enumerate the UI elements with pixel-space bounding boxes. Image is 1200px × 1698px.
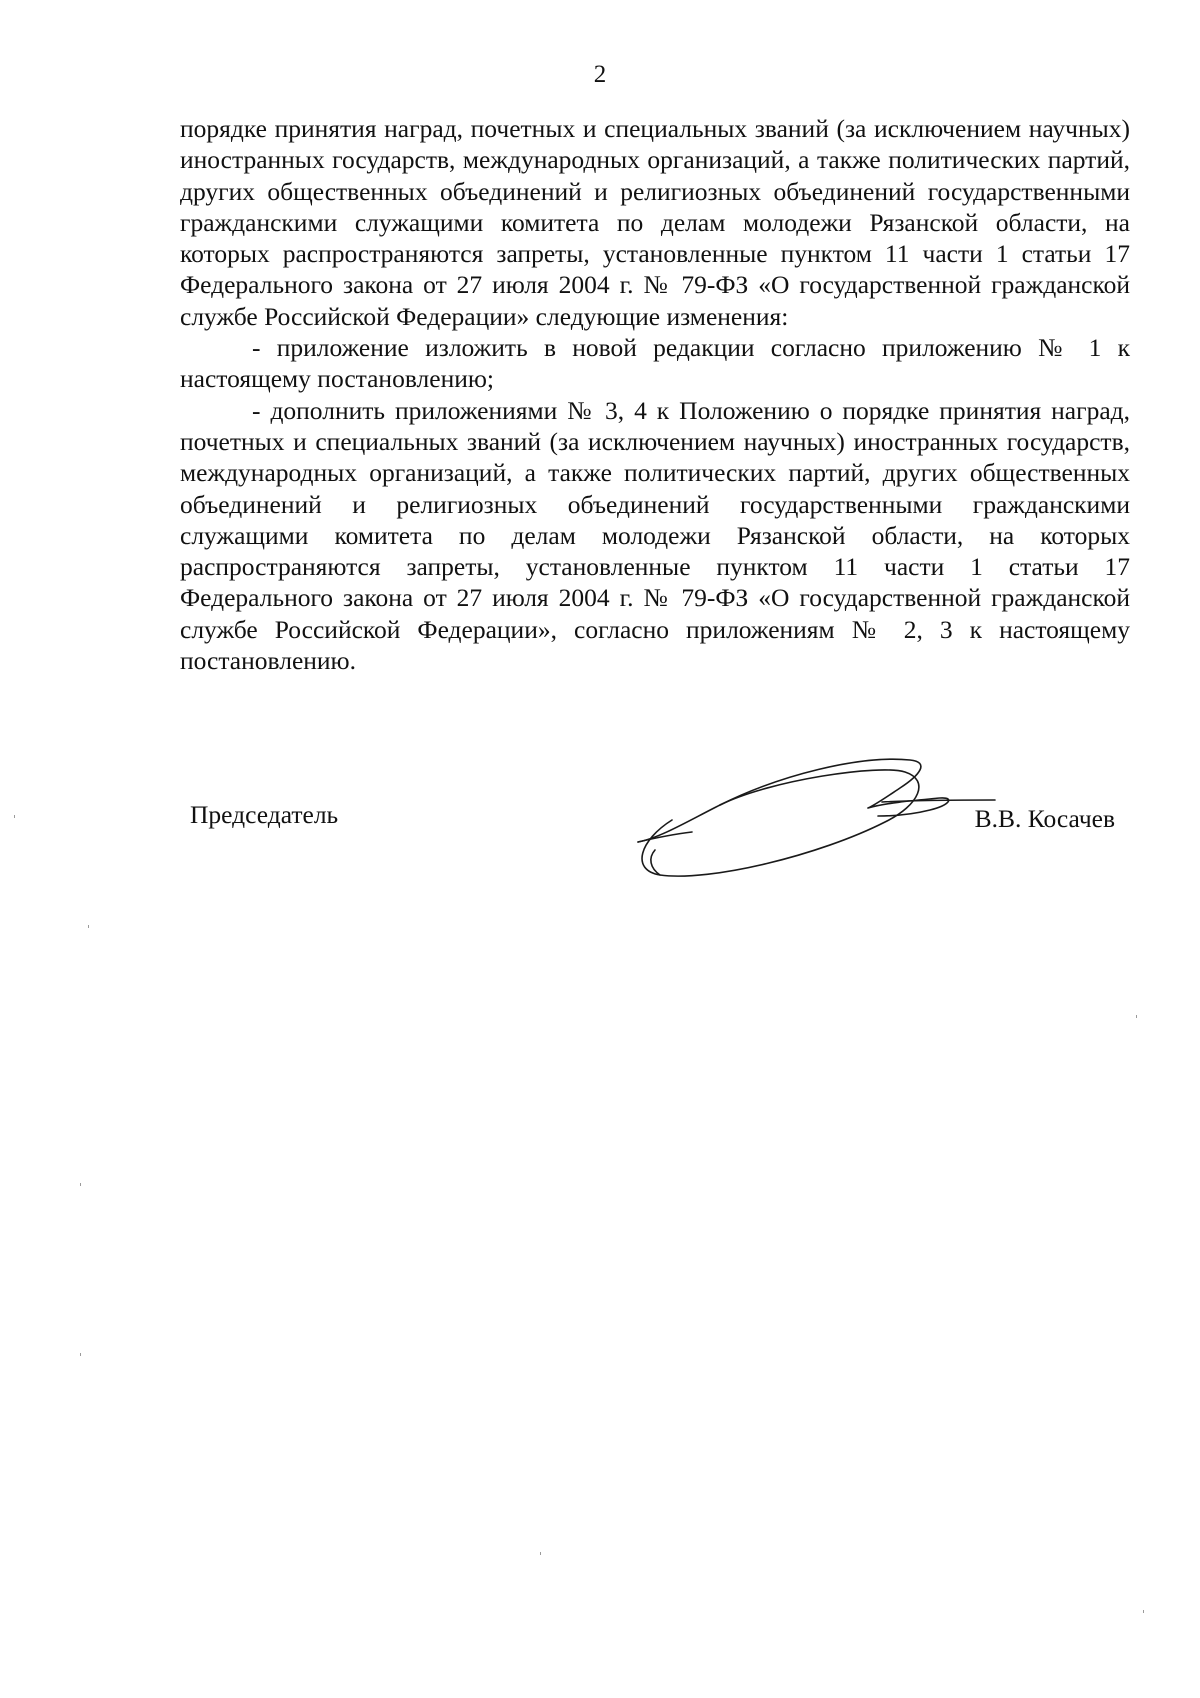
scan-speck <box>80 1353 81 1356</box>
signer-name: В.В. Косачев <box>974 804 1115 833</box>
handwritten-signature <box>620 750 1000 880</box>
scan-speck <box>80 1183 81 1186</box>
paragraph-continuation: порядке принятия наград, почетных и специальных званий (за исключением научных) иностранных государств, международных организаций, а также политических партий, других общественных объединений и религиозных объединений государственными гражданскими служащими комитета по делам молодежи Рязанской области, на которых распространяются запреты, установленные пунктом 11 части 1 статьи 17 Федерального закона от 27 июля 2004 г. № 79-ФЗ «О государственной гражданской службе Российской Федерации» следующие изменения: <box>180 114 1130 331</box>
signature-block <box>180 780 1115 890</box>
scan-speck <box>1136 1015 1137 1018</box>
paragraph-amendment-1: - приложение изложить в новой редакции согласно приложению № 1 к настоящему постановлению; <box>180 333 1130 394</box>
scan-speck <box>1143 1610 1144 1613</box>
signer-title: Председатель <box>190 800 339 829</box>
paragraph-amendment-2: - дополнить приложениями № 3, 4 к Положению о порядке принятия наград, почетных и специальных званий (за исключением научных) иностранных государств, международных организаций, а также политических партий, других общественных объединений и религиозных объединений государственными гражданскими служащими комитета по делам молодежи Рязанской области, на которых распространяются запреты, установленные пунктом 11 части 1 статьи 17 Федерального закона от 27 июля 2004 г. № 79-ФЗ «О государственной гражданской службе Российской Федерации», согласно приложениям № 2, 3 к настоящему постановлению. <box>180 395 1130 676</box>
scan-speck <box>88 925 89 928</box>
page-number: 2 <box>593 61 607 88</box>
scan-speck <box>540 1552 541 1555</box>
document-body <box>180 113 1130 676</box>
scan-speck <box>14 815 15 818</box>
